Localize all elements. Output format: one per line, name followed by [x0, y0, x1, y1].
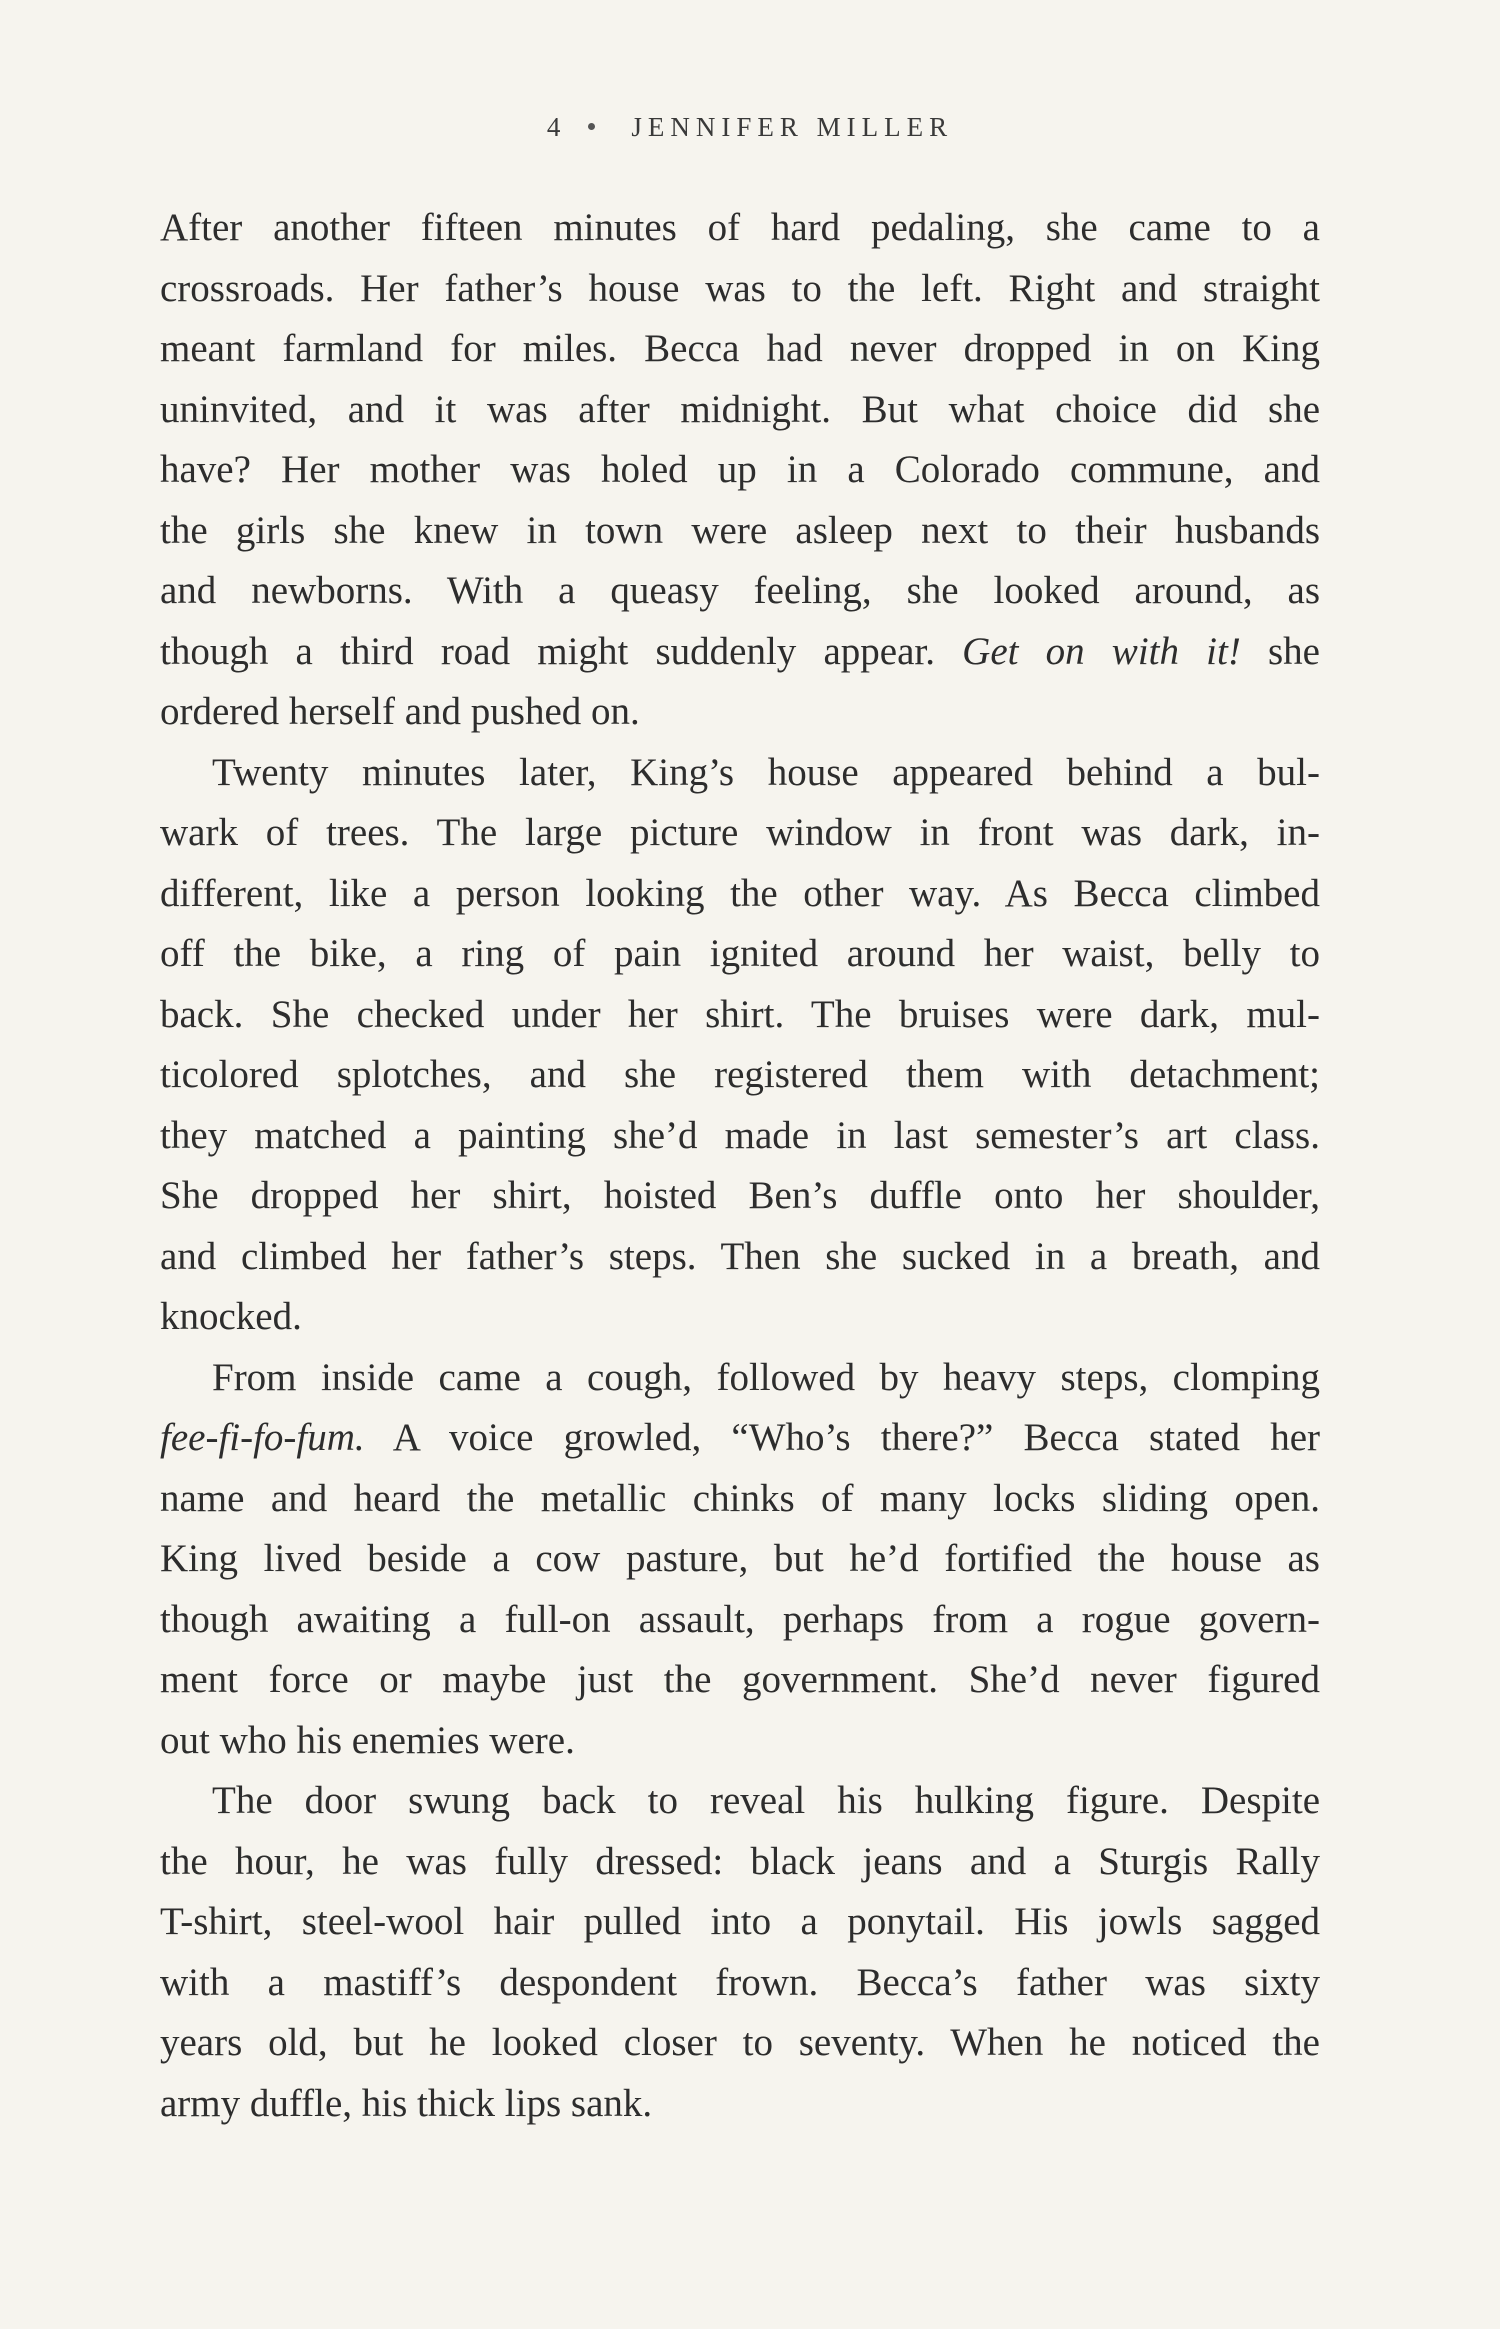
- text-line: ticolored splotches, and she registered them with detachment;: [160, 1053, 1320, 1096]
- author-name: JENNIFER MILLER: [631, 112, 954, 142]
- paragraph-1: [160, 198, 1320, 743]
- text-line: From inside came a cough, followed by heavy steps, clomping: [212, 1355, 1320, 1399]
- italic-phrase: Get on with it!: [962, 629, 1241, 673]
- text-line: though awaiting a full-on assault, perhaps from a rogue govern-: [160, 1597, 1320, 1641]
- text-run: though a third road might suddenly appear.: [160, 629, 963, 673]
- text-line: ordered herself and pushed on.: [160, 690, 640, 733]
- body-text: [160, 198, 1320, 2134]
- text-line: knocked.: [160, 1295, 302, 1338]
- text-line: the girls she knew in town were asleep next to their husbands: [160, 508, 1320, 552]
- page-number: 4: [546, 112, 561, 142]
- text-line: and climbed her father’s steps. Then she sucked in a breath, and: [160, 1234, 1320, 1278]
- paragraph-3: [160, 1348, 1320, 1772]
- text-line: and newborns. With a queasy feeling, she looked around, as: [160, 569, 1320, 612]
- text-line: army duffle, his thick lips sank.: [160, 2081, 653, 2125]
- text-line: T-shirt, steel-wool hair pulled into a ponytail. His jowls sagged: [160, 1900, 1320, 1943]
- text-line: have? Her mother was holed up in a Colorado commune, and: [160, 448, 1320, 491]
- text-run: A voice growled, “Who’s there?” Becca stated her: [364, 1416, 1320, 1459]
- text-line: She dropped her shirt, hoisted Ben’s duffle onto her shoulder,: [160, 1174, 1320, 1217]
- text-line: [160, 622, 1320, 683]
- text-line: off the bike, a ring of pain ignited around her waist, belly to: [160, 932, 1320, 975]
- text-line: uninvited, and it was after midnight. But what choice did she: [160, 387, 1320, 431]
- text-line: King lived beside a cow pasture, but he’d fortified the house as: [160, 1537, 1320, 1580]
- text-line: the hour, he was fully dressed: black jeans and a Sturgis Rally: [160, 1839, 1320, 1883]
- text-line: with a mastiff’s despondent frown. Becca’s father was sixty: [160, 1960, 1320, 2004]
- text-line: The door swung back to reveal his hulking figure. Despite: [212, 1779, 1320, 1822]
- text-line: Twenty minutes later, King’s house appeared behind a bul-: [212, 750, 1320, 794]
- text-line: ment force or maybe just the government. She’d never figured: [160, 1658, 1320, 1701]
- text-line: After another fifteen minutes of hard pedaling, she came to a: [160, 206, 1320, 249]
- text-line: crossroads. Her father’s house was to the left. Right and straight: [160, 266, 1320, 310]
- text-line: back. She checked under her shirt. The bruises were dark, mul-: [160, 992, 1320, 1036]
- running-head: [0, 112, 1500, 143]
- italic-phrase: fee-fi-fo-fum.: [160, 1416, 365, 1459]
- text-line: years old, but he looked closer to seventy. When he noticed the: [160, 2021, 1320, 2064]
- text-line: meant farmland for miles. Becca had never dropped in on King: [160, 327, 1320, 370]
- text-run: she: [1240, 629, 1320, 673]
- separator-dot-icon: [588, 123, 595, 130]
- paragraph-2: [160, 743, 1320, 1348]
- text-line: name and heard the metallic chinks of many locks sliding open.: [160, 1476, 1320, 1520]
- paragraph-4: [160, 1771, 1320, 2134]
- text-line: [160, 1408, 1320, 1469]
- text-line: out who his enemies were.: [160, 1718, 575, 1762]
- text-line: wark of trees. The large picture window in front was dark, in-: [160, 811, 1320, 854]
- text-line: different, like a person looking the other way. As Becca climbed: [160, 871, 1320, 915]
- text-line: they matched a painting she’d made in last semester’s art class.: [160, 1113, 1320, 1157]
